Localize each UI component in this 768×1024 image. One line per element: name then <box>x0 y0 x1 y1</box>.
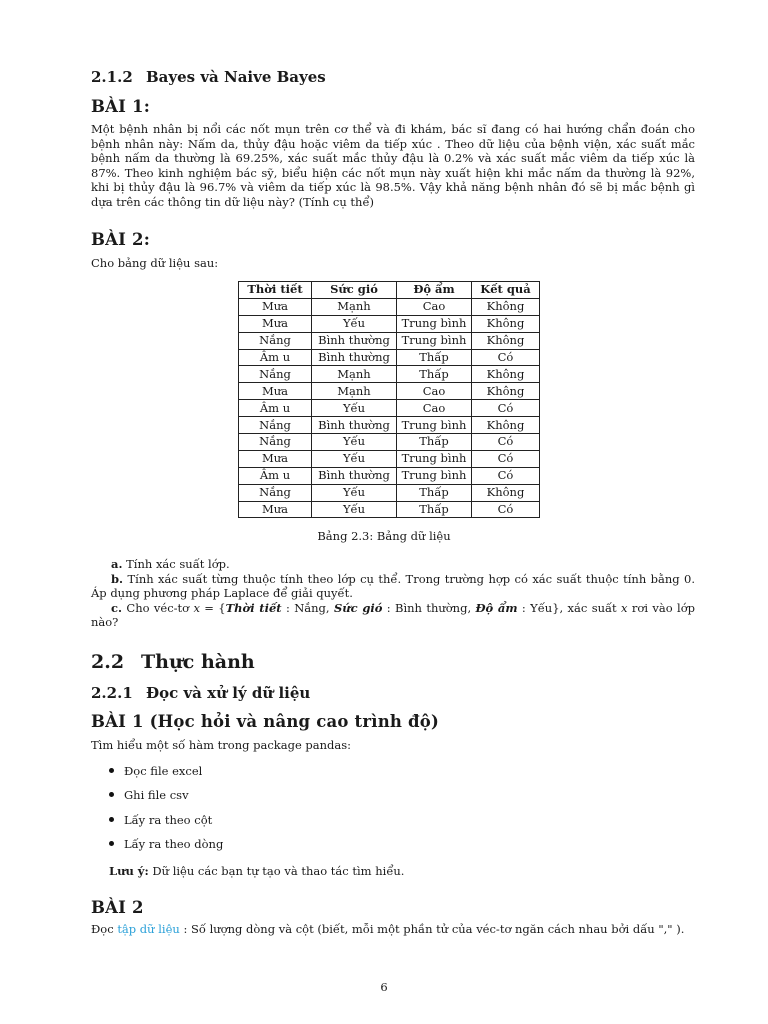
cell-result: Có <box>472 467 540 484</box>
item-c-var: x <box>193 600 200 615</box>
dataset-link[interactable]: tập dữ liệu <box>117 922 180 936</box>
table-row <box>239 417 540 434</box>
table-row <box>239 400 540 417</box>
practice-1-intro: Tìm hiểu một số hàm trong package pandas: <box>91 738 352 752</box>
cell-humidity: Trung bình <box>397 417 472 434</box>
cell-humidity: Thấp <box>397 484 472 501</box>
cell-weather: Mưa <box>239 298 312 315</box>
exercise-1-text: Một bệnh nhân bị nổi các nốt mụn trên cơ thể và đi khám, bác sĩ đang có hai hướng chẩn đoán cho bệnh nhân này: Nấm da, thủy đậu hoặc viêm da tiếp xúc . Theo dữ liệu của bệnh viện, xác suất mắc bệnh nấm da thường là 69.25%, xác suất mắc thủy đậu là 0.2% và xác suất mắc viêm da tiếp xúc là 87%. Theo kinh nghiệm bác sỹ, biểu hiện các nốt mụn này xuất hiện khi mắc nấm da thường là 92%, khi bị thủy đậu là 96.7% và viêm da tiếp xúc là 98.5%. Vậy khả năng bệnh nhân đó sẽ bị mắc bệnh gì dựa trên các thông tin dữ liệu này? (Tính cụ thể) <box>91 122 695 209</box>
cell-wind: Yếu <box>312 484 397 501</box>
cell-humidity: Cao <box>397 383 472 400</box>
table-row <box>239 298 540 315</box>
cell-weather: Nắng <box>239 417 312 434</box>
cell-wind: Bình thường <box>312 417 397 434</box>
cell-wind: Bình thường <box>312 332 397 349</box>
practice-1-note <box>109 864 404 878</box>
item-a-text: Tính xác suất lớp. <box>126 557 230 571</box>
cell-humidity: Trung bình <box>397 332 472 349</box>
bullet-text: Lấy ra theo cột <box>124 812 213 827</box>
cell-humidity: Cao <box>397 298 472 315</box>
table-row <box>239 349 540 366</box>
table-row <box>239 434 540 451</box>
cell-wind: Yếu <box>312 400 397 417</box>
cell-wind: Bình thường <box>312 467 397 484</box>
cell-weather: Mưa <box>239 383 312 400</box>
item-c-key-weather: Thời tiết <box>225 600 282 615</box>
section-heading-2-2-1 <box>91 684 310 702</box>
header-result: Kết quả <box>472 282 540 299</box>
cell-result: Có <box>472 501 540 518</box>
item-c-post: rơi vào lớp nào? <box>91 600 695 630</box>
note-text: Dữ liệu các bạn tự tạo và thao tác tìm hiểu. <box>148 864 405 878</box>
item-a <box>91 557 695 572</box>
cell-wind: Yếu <box>312 501 397 518</box>
item-c-val-humidity: : Yếu}, xác suất <box>517 600 622 615</box>
cell-wind: Bình thường <box>312 349 397 366</box>
item-c-val-wind: : Bình thường, <box>382 600 476 615</box>
cell-result: Không <box>472 332 540 349</box>
cell-wind: Mạnh <box>312 366 397 383</box>
table-row <box>239 332 540 349</box>
exercise-1-title: BÀI 1: <box>91 97 150 116</box>
cell-weather: Âm u <box>239 400 312 417</box>
cell-humidity: Thấp <box>397 349 472 366</box>
section-heading-2-1-2 <box>91 68 326 86</box>
list-item <box>109 813 223 837</box>
item-c-key-wind: Sức gió <box>333 600 383 615</box>
practice-2-pre: Đọc <box>91 922 118 936</box>
item-a-label: a. <box>111 557 123 571</box>
cell-result: Không <box>472 298 540 315</box>
table-row <box>239 383 540 400</box>
cell-humidity: Thấp <box>397 366 472 383</box>
table-row <box>239 366 540 383</box>
item-c-label: c. <box>111 600 123 615</box>
item-b <box>91 572 695 601</box>
section-number: 2.2 <box>91 651 125 673</box>
section-number: 2.1.2 <box>91 68 133 86</box>
cell-result: Có <box>472 450 540 467</box>
cell-weather: Mưa <box>239 501 312 518</box>
cell-humidity: Thấp <box>397 501 472 518</box>
cell-result: Không <box>472 383 540 400</box>
bullet-dot <box>109 817 114 822</box>
exercise-2-items <box>91 557 695 630</box>
data-table <box>238 281 540 518</box>
item-c-pre: Cho véc-tơ <box>126 600 194 615</box>
item-c-eq: = { <box>199 600 226 615</box>
practice-1-bullet-list <box>109 764 223 861</box>
cell-humidity: Trung bình <box>397 467 472 484</box>
section-title: Thực hành <box>141 651 255 673</box>
bullet-dot <box>109 792 114 797</box>
practice-2-title: BÀI 2 <box>91 898 144 917</box>
cell-wind: Yếu <box>312 434 397 451</box>
practice-1-title: BÀI 1 (Học hỏi và nâng cao trình độ) <box>91 712 439 731</box>
cell-weather: Mưa <box>239 450 312 467</box>
cell-result: Không <box>472 484 540 501</box>
list-item <box>109 764 223 788</box>
header-weather: Thời tiết <box>239 282 312 299</box>
cell-humidity: Trung bình <box>397 450 472 467</box>
bullet-text: Đọc file excel <box>124 764 203 778</box>
practice-2-text <box>91 922 711 936</box>
item-c-key-humidity: Độ ẩm <box>475 600 518 615</box>
cell-result: Không <box>472 417 540 434</box>
cell-weather: Âm u <box>239 349 312 366</box>
cell-result: Có <box>472 349 540 366</box>
cell-wind: Mạnh <box>312 383 397 400</box>
cell-wind: Yếu <box>312 315 397 332</box>
cell-weather: Mưa <box>239 315 312 332</box>
bullet-dot <box>109 768 114 773</box>
table-row <box>239 450 540 467</box>
table-row <box>239 315 540 332</box>
cell-result: Có <box>472 434 540 451</box>
section-title: Đọc và xử lý dữ liệu <box>146 684 311 702</box>
cell-result: Không <box>472 315 540 332</box>
item-b-text: Tính xác suất từng thuộc tính theo lớp cụ thể. Trong trường hợp có xác suất thuộc tính bằng 0. Áp dụng phương pháp Laplace để giải quyết. <box>91 571 696 601</box>
exercise-2-title: BÀI 2: <box>91 230 150 249</box>
cell-humidity: Cao <box>397 400 472 417</box>
bullet-text: Lấy ra theo dòng <box>124 836 224 851</box>
list-item <box>109 788 223 812</box>
cell-humidity: Thấp <box>397 434 472 451</box>
table-caption: Bảng 2.3: Bảng dữ liệu <box>317 529 451 543</box>
exercise-2-intro: Cho bảng dữ liệu sau: <box>91 256 219 270</box>
item-b-label: b. <box>111 571 124 586</box>
table-row <box>239 501 540 518</box>
data-table-wrapper <box>238 281 540 518</box>
section-title: Bayes và Naive Bayes <box>146 68 326 86</box>
section-number: 2.2.1 <box>91 684 133 702</box>
cell-humidity: Trung bình <box>397 315 472 332</box>
list-item <box>109 837 223 861</box>
cell-weather: Nắng <box>239 366 312 383</box>
cell-weather: Âm u <box>239 467 312 484</box>
cell-weather: Nắng <box>239 484 312 501</box>
item-c-val-weather: : Nắng, <box>281 600 334 615</box>
header-humidity: Độ ẩm <box>397 282 472 299</box>
practice-2-post: : Số lượng dòng và cột (biết, mỗi một phần tử của véc-tơ ngăn cách nhau bởi dấu "," ). <box>179 922 685 936</box>
bullet-text: Ghi file csv <box>124 788 189 803</box>
section-heading-2-2 <box>91 651 255 673</box>
note-label: Lưu ý: <box>109 864 149 878</box>
cell-result: Có <box>472 400 540 417</box>
item-c-var2: x <box>621 600 628 615</box>
page-number: 6 <box>380 980 388 994</box>
table-header-row <box>239 282 540 299</box>
header-wind: Sức gió <box>312 282 397 299</box>
table-row <box>239 467 540 484</box>
table-row <box>239 484 540 501</box>
bullet-dot <box>109 841 114 846</box>
cell-result: Không <box>472 366 540 383</box>
item-c <box>91 601 695 630</box>
cell-wind: Yếu <box>312 450 397 467</box>
cell-wind: Mạnh <box>312 298 397 315</box>
cell-weather: Nắng <box>239 332 312 349</box>
cell-weather: Nắng <box>239 434 312 451</box>
